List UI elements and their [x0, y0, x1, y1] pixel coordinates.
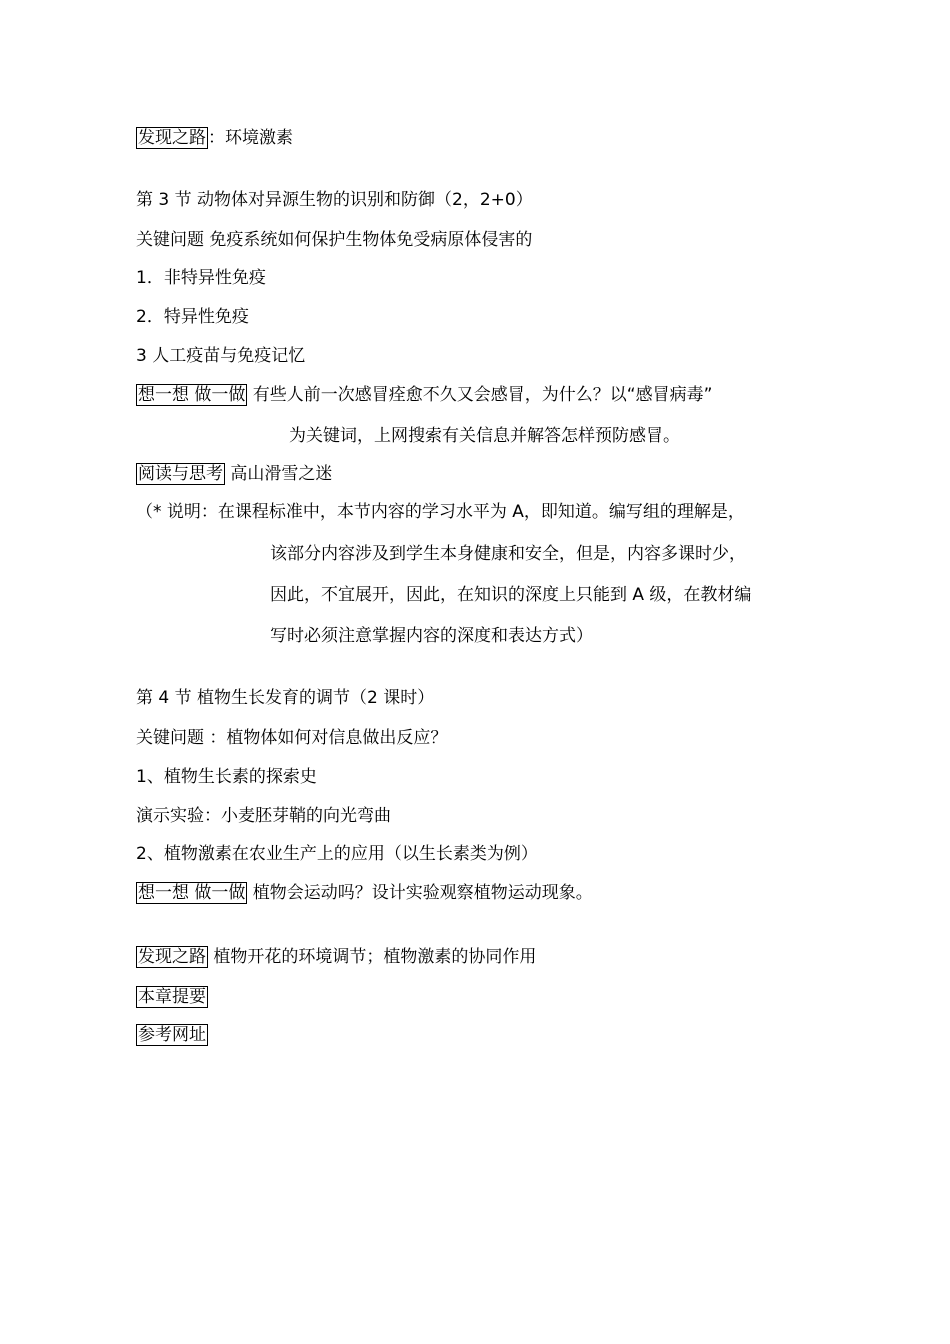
list-item-vaccine-memory: 3 人工疫苗与免疫记忆: [136, 346, 306, 366]
chapter-summary: [136, 985, 208, 1009]
discovery-road-env-hormone: [136, 126, 293, 150]
think-and-do-plant: [136, 881, 593, 905]
demo-experiment: 演示实验：小麦胚芽鞘的向光弯曲: [136, 806, 391, 826]
key-question-immune: 关键问题 免疫系统如何保护生物体免受病原体侵害的: [136, 230, 533, 250]
section-3-heading: 第 3 节 动物体对异源生物的识别和防御（2，2+0）: [136, 190, 533, 210]
list-item-hormone-application: 2、植物激素在农业生产上的应用（以生长素类为例）: [136, 844, 538, 864]
reading-and-thinking: [136, 462, 332, 486]
note-line-4: 写时必须注意掌握内容的深度和表达方式）: [270, 626, 593, 646]
boxed-label: 阅读与思考: [138, 464, 223, 484]
boxed-label: 参考网址: [138, 1025, 206, 1045]
list-item-specific-immunity: 2．特异性免疫: [136, 307, 249, 327]
line-text: ：环境激素: [208, 128, 293, 148]
key-question-plant: 关键问题 ：植物体如何对信息做出反应？: [136, 728, 448, 748]
line-text: 有些人前一次感冒痊愈不久又会感冒，为什么？以“感冒病毒”: [247, 385, 713, 405]
note-line-3: 因此，不宜展开，因此，在知识的深度上只能到 A 级，在教材编: [270, 585, 752, 605]
line-text: 植物开花的环境调节；植物激素的协同作用: [208, 947, 537, 967]
note-line-2: 该部分内容涉及到学生本身健康和安全，但是，内容多课时少，: [270, 544, 746, 564]
note-line-1: （* 说明：在课程标准中，本节内容的学习水平为 A，即知道。编写组的理解是，: [136, 502, 745, 522]
list-item-nonspecific-immunity: 1．非特异性免疫: [136, 268, 266, 288]
boxed-label: 发现之路: [138, 947, 206, 967]
line-text: 高山滑雪之迷: [225, 464, 333, 484]
boxed-label: 发现之路: [138, 128, 206, 148]
boxed-label: 想一想 做一做: [138, 385, 246, 405]
line-text: 植物会运动吗？设计实验观察植物运动现象。: [247, 883, 593, 903]
section-4-heading: 第 4 节 植物生长发育的调节（2 课时）: [136, 688, 435, 708]
discovery-road-flowering: [136, 945, 536, 969]
think-and-do-cold-continued: 为关键词，上网搜索有关信息并解答怎样预防感冒。: [289, 426, 680, 446]
boxed-label: 想一想 做一做: [138, 883, 246, 903]
boxed-label: 本章提要: [138, 987, 206, 1007]
think-and-do-cold: [136, 383, 712, 407]
reference-urls: [136, 1023, 208, 1047]
list-item-auxin-history: 1、植物生长素的探索史: [136, 767, 317, 787]
